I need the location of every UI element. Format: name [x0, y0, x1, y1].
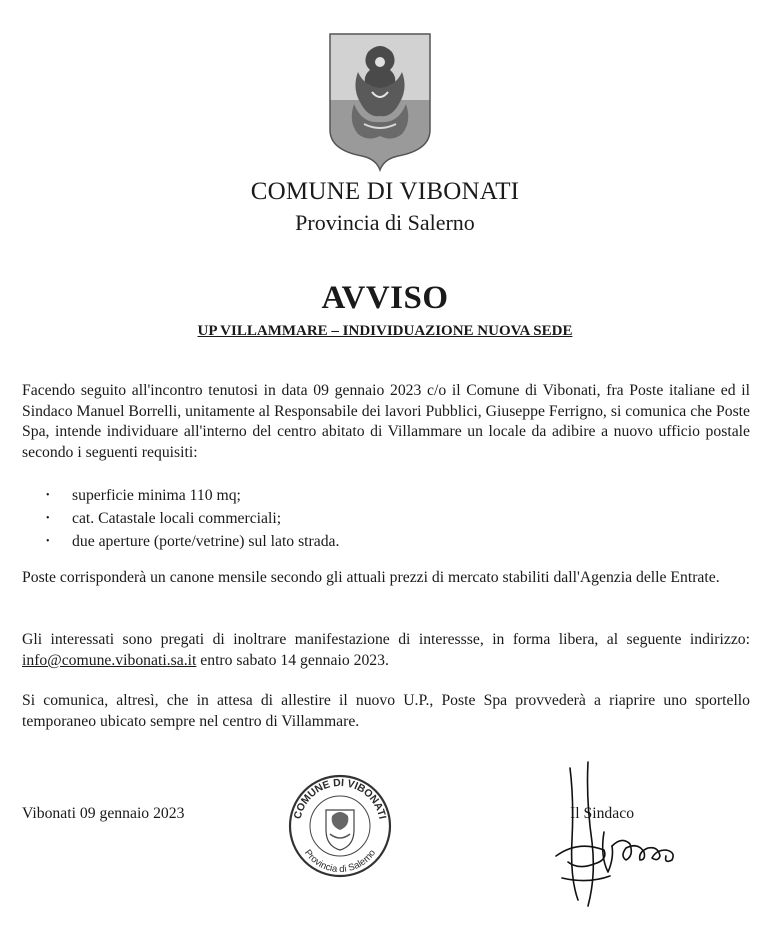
paragraph-rent: Poste corrisponderà un canone mensile secondo gli attuali prezzi di mercato stabiliti dall'Agenzia delle Entrate. — [22, 569, 720, 586]
contact-text-after: entro sabato 14 gennaio 2023. — [196, 651, 389, 669]
signer-title: Il Sindaco — [570, 805, 635, 822]
paragraph-contact — [22, 630, 750, 671]
paragraph-intro: Facendo seguito all'incontro tenutosi in data 09 gennaio 2023 c/o il Comune di Vibonati, fra Poste italiane ed il Sindaco Manuel Borrelli, unitamente al Responsabile dei lavori Pubblici, Giuseppe Ferrigno, si comunica che Poste Spa, intende individuare all'interno del centro abitato di Villammare un locale da adibire a nuovo ufficio postale secondo i seguenti requisiti: — [22, 382, 750, 461]
email-link[interactable]: info@comune.vibonati.sa.it — [22, 651, 197, 669]
list-item: • due aperture (porte/vetrine) sul lato strada. — [46, 530, 646, 553]
contact-text-before: Gli interessati sono pregati di inoltrare manifestazione di interessse, in forma libera, al seguente indirizzo: — [22, 631, 750, 648]
municipality-name: COMUNE DI VIBONATI — [250, 178, 520, 205]
coat-of-arms-icon — [328, 32, 432, 172]
svg-text:COMUNE DI VIBONATI: COMUNE DI VIBONATI — [291, 776, 389, 821]
place-and-date: Vibonati 09 gennaio 2023 — [22, 805, 185, 822]
list-item: • cat. Catastale locali commerciali; — [46, 507, 646, 530]
municipal-seal-icon — [284, 768, 396, 880]
list-item: • superficie minima 110 mq; — [46, 484, 646, 507]
paragraph-temporary-office: Si comunica, altresì, che in attesa di allestire il nuovo U.P., Poste Spa provvederà a riaprire uno sportello temporaneo ubicato sempre nel centro di Villammare. — [22, 692, 750, 730]
signature-icon — [548, 760, 698, 910]
province-name: Provincia di Salerno — [295, 210, 475, 235]
notice-subject — [0, 323, 770, 340]
notice-subject-text: UP VILLAMMARE – INDIVIDUAZIONE NUOVA SEDE — [197, 323, 573, 339]
requirements-list — [46, 484, 646, 553]
notice-title: AVVISO — [321, 280, 449, 316]
svg-text:Provincia di Salerno: Provincia di Salerno — [301, 847, 379, 876]
